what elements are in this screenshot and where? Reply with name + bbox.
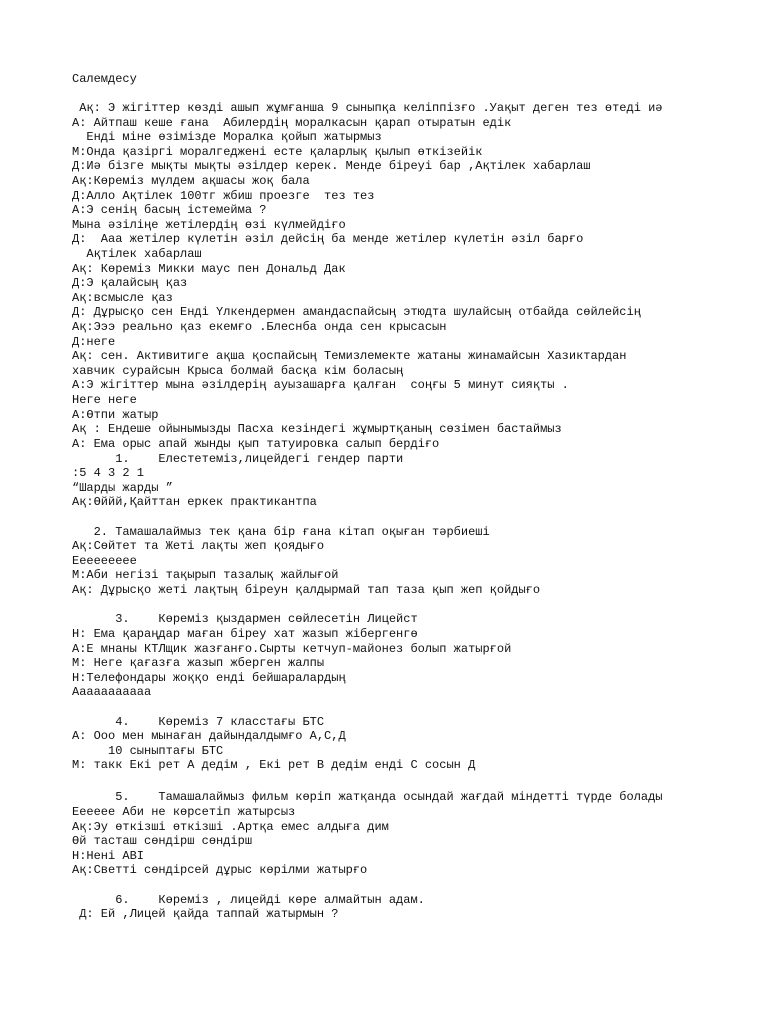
text-line: Неге неге	[72, 393, 137, 407]
text-line: Ақ:Өййй,Қайттан еркек практикантпа	[72, 495, 317, 509]
text-line: А:Э сенің басың істемейма ?	[72, 203, 267, 217]
text-line: Ақтілек хабарлаш	[72, 247, 202, 261]
text-line: Ақ: Көреміз Микки маус пен Дональд Дак	[72, 262, 346, 276]
text-line: М: Неге қағазға жазып жберген жалпы	[72, 656, 325, 670]
text-line: хавчик сурайсын Крыса болмай басқа кім боласың	[72, 364, 404, 378]
text-line: Ақ:Сөйтет та Жеті лақты жеп қоядығо	[72, 539, 325, 553]
text-line: Ақ:всмысле қаз	[72, 291, 173, 305]
text-line: Д:Э қалайсың қаз	[72, 276, 188, 290]
text-line: А:Э жігіттер мына әзілдерің ауызашарға қалған соңғы 5 минут сияқты .	[72, 378, 569, 392]
text-line: М:Аби негізі тақырып тазалық жайлығой	[72, 568, 339, 582]
text-line: Д: Дұрысқо сен Енді Үлкендермен амандаспайсың этюдта шулайсың отбайда сөйлейсің	[72, 305, 641, 319]
text-line: А:Өтпи жатыр	[72, 408, 159, 422]
text-line: Н: Ема қараңдар маған біреу хат жазып жібергенгө	[72, 627, 418, 641]
text-line: Еееееееее	[72, 554, 137, 568]
text-line: М: такк Екі рет А дедім , Екі рет В дедім енді С сосын Д	[72, 758, 476, 772]
text-line: 10 сыныптағы БТС	[72, 744, 224, 758]
text-line: Д:Алло Ақтілек 100тг жбиш проезге тез тез	[72, 189, 375, 203]
text-line: А:Е мнаны КТЛщик жазғанғо.Сырты кетчуп-майонез болып жатырғой	[72, 642, 512, 656]
text-line: Енді міне өзімізде Моралка қойып жатырмыз	[72, 130, 382, 144]
text-line: Д: Ааа жетілер күлетін әзіл дейсің ба менде жетілер күлетін әзіл барғо	[72, 232, 584, 246]
text-line: Ақ:Эу өткізші өткізші .Артқа емес алдыға дим	[72, 820, 389, 834]
text-line: Д:Иә бізге мықты мықты әзілдер керек. Менде біреуі бар ,Ақтілек хабарлаш	[72, 159, 591, 173]
text-line: Ақ: сен. Активитиге ақша қоспайсың Темизлемекте жатаны жинамайсын Хазиктардан	[72, 349, 627, 363]
list-heading: 3. Көреміз қыздармен сөйлесетін Лицейст	[72, 612, 418, 626]
list-heading: 2. Тамашалаймыз тек қана бір ғана кітап оқыған тәрбиеші	[72, 525, 490, 539]
text-line: Мына әзіліңе жетілердің өзі күлмейдіғо	[72, 218, 346, 232]
text-line: Ақ: Дұрысқо жеті лақтың біреун қалдырмай тап таза қып жеп қойдығо	[72, 583, 541, 597]
text-line: Ааааааааааа	[72, 685, 152, 699]
text-line: Ақ:Эээ реально қаз екемғо .Блеснба онда сен крысасын	[72, 320, 447, 334]
text-line: Ақ : Ендеше ойынымызды Пасха кезіндегі жұмыртқаның сөзімен бастаймыз	[72, 422, 562, 436]
text-line: А: Ема орыс апай жынды қып татуировка салып бердіғо	[72, 437, 440, 451]
text-line: Д: Ей ,Лицей қайда таппай жатырмын ?	[72, 907, 339, 921]
list-heading: 4. Көреміз 7 класстағы БТС	[72, 715, 325, 729]
text-line: Ақ:Светті сөндірсей дұрыс көрілми жатырғо	[72, 863, 368, 877]
list-heading: 6. Көреміз , лицейді көре алмайтын адам.	[72, 893, 425, 907]
text-line: А: Айтпаш кеше ғана Абилердің моралкасын қарап отыратын едік	[72, 116, 512, 130]
text-line: М:Онда қазіргі моралгеджені есте қаларлық қылып өткізейік	[72, 145, 483, 159]
text-line: “Шарды жарды ”	[72, 481, 173, 495]
text-line: Ақ: Э жігіттер көзді ашып жұмғанша 9 сыныпқа келіппізғо .Уақыт деген тез өтеді иә	[72, 101, 663, 115]
text-line: Ақ:Көреміз мүлдем ақшасы жоқ бала	[72, 174, 310, 188]
text-line: Н:Телефондары жоққо енді бейшаралардың	[72, 671, 346, 685]
text-line: Н:Нені АВІ	[72, 849, 145, 863]
greeting-line: Салемдесу	[72, 72, 137, 86]
text-line: Д:неге	[72, 335, 116, 349]
text-line: Өй тасташ сөндірш сөндірш	[72, 834, 253, 848]
text-line: Ееееее Аби не көрсетіп жатырсыз	[72, 805, 296, 819]
text-line: :5 4 3 2 1	[72, 466, 145, 480]
list-heading: 5. Тамашалаймыз фильм көріп жатқанда осындай жағдай міндетті түрде болады	[72, 790, 663, 804]
text-line: А: Ооо мен мынаған дайындалдымғо А,С,Д	[72, 729, 346, 743]
list-heading: 1. Елестетеміз,лицейдегі гендер парти	[72, 452, 404, 466]
